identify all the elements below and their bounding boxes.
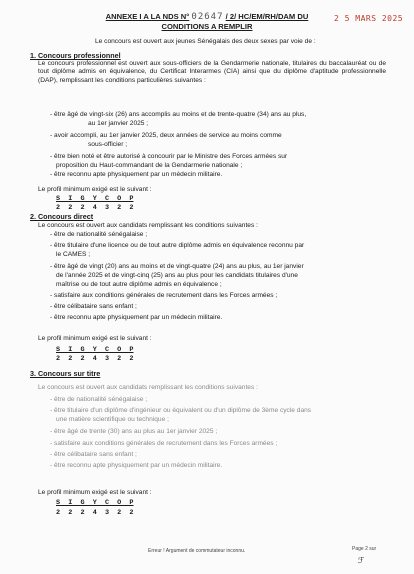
s3-b4: satisfaire aux conditions générales de recrutement dans les Forces armées ; — [54, 440, 278, 447]
initials-signature: ℱ — [358, 556, 365, 565]
s3-b6: être reconnu apte physiquement par un médecin militaire. — [54, 462, 223, 469]
s3-bullet-general-conditions: - satisfaire aux conditions générales de recrutement dans les Forces armées ; — [50, 440, 278, 447]
date-stamp: 2 5 MARS 2025 — [334, 14, 404, 23]
s2-bullet-age-line2: de l'année 2025 et de vingt-cinq (25) ans au plus pour les candidats titulaires d'une — [56, 272, 298, 279]
reference-number: 02647 — [191, 12, 224, 22]
s1-profile-letters: S I G Y C O P — [56, 195, 134, 203]
s3-b2-l1: être titulaire d'un diplôme d'ingénieur ou équivalent ou d'un diplôme de 3ème cycle dans — [54, 407, 312, 414]
title-suffix: / 2/ HC/EM/RH/DAM DU — [225, 12, 309, 21]
s1-profile-label: Le profil minimum exigé est le suivant : — [38, 186, 152, 193]
s2-bullet-nationality: - être de nationalité sénégalaise ; — [50, 231, 148, 238]
s2-bullet-degree-line1: - être titulaire d'une licence ou de tout autre diplôme admis en équivalence reconnu par — [50, 242, 305, 249]
intro-text: Le concours est ouvert aux jeunes Sénégalais des deux sexes par voie de : — [95, 38, 316, 45]
s2-b3-l1: être âgé de vingt (20) ans au moins et de vingt-quatre (24) ans au plus, au 1er janvier — [54, 263, 304, 270]
s1-bullet-service-line1: - avoir accompli, au 1er janvier 2025, deux années de service au moins comme — [50, 132, 282, 139]
title-prefix: ANNEXE I A LA NDS N° — [105, 12, 190, 21]
s3-bullet-age: - être âgé de trente (30) ans au plus au 1er janvier 2025 ; — [50, 428, 218, 435]
page-number-label: Page 2 sur — [352, 546, 377, 552]
title-line2: CONDITIONS A REMPLIR — [161, 22, 253, 31]
s1-bullet-age-line1: - être âgé de vingt-six (26) ans accomplis au moins et de trente-quatre (34) ans au plus, — [50, 111, 307, 118]
s1-b4: être reconnu apte physiquement par un médecin militaire. — [54, 171, 223, 178]
s2-bullet-age-line1: - être âgé de vingt (20) ans au moins et de vingt-quatre (24) ans au plus, au 1er janvier — [50, 263, 304, 270]
s2-bullet-degree-line2: le CAMES ; — [56, 251, 91, 258]
s1-bullet-age-line2: au 1er janvier 2025 ; — [88, 120, 149, 127]
s3-b3: être âgé de trente (30) ans au plus au 1er janvier 2025 ; — [54, 428, 218, 435]
s1-bullet-medical: - être reconnu apte physiquement par un médecin militaire. — [50, 171, 223, 178]
footer-error-text: Erreur ! Argument de commutateur inconnu. — [148, 548, 246, 554]
s3-profile-values: 2 2 2 4 3 2 2 — [56, 509, 134, 517]
s2-profile-values: 2 2 2 4 3 2 2 — [56, 355, 134, 363]
s2-bullet-age-line3: maîtrise ou de tout autre diplôme admis en équivalence ; — [56, 281, 222, 288]
s1-bullet-authorized-line2: proposition du Haut-commandant de la Gendarmerie nationale ; — [56, 162, 243, 169]
section2-heading — [30, 212, 93, 221]
s1-bullet-service-line2: sous-officier ; — [88, 141, 128, 148]
s1-b1-l1: être âgé de vingt-six (26) ans accomplis au moins et de trente-quatre (34) ans au plus, — [54, 111, 307, 118]
s1-b3-l1: être bien noté et être autorisé à concourir par le Ministre des Forces armées sur — [54, 153, 288, 160]
s3-bullet-medical: - être reconnu apte physiquement par un médecin militaire. — [50, 462, 223, 469]
s2-profile-letters: S I G Y C O P — [56, 346, 134, 354]
section2-heading-text: 2. Concours direct — [30, 212, 94, 221]
s2-bullet-general-conditions: - satisfaire aux conditions générales de recrutement dans les Forces armées ; — [50, 292, 278, 299]
s3-bullet-nationality: - être de nationalité sénégalaise ; — [50, 396, 148, 403]
s2-b6: être reconnu apte physiquement par un médecin militaire. — [54, 314, 223, 321]
s3-b1: être de nationalité sénégalaise ; — [54, 396, 148, 403]
section1-heading — [30, 51, 121, 60]
s3-profile-label: Le profil minimum exigé est le suivant : — [38, 489, 152, 496]
s2-b4: satisfaire aux conditions générales de recrutement dans les Forces armées ; — [54, 292, 278, 299]
section2-intro: Le concours est ouvert aux candidats remplissant les conditions suivantes : — [38, 222, 258, 229]
s1-b2-l1: avoir accompli, au 1er janvier 2025, deux années de service au moins comme — [54, 132, 282, 139]
section3-intro: Le concours est ouvert aux candidats remplissant les conditions suivantes : — [38, 384, 258, 391]
s2-b2-l1: être titulaire d'une licence ou de tout autre diplôme admis en équivalence reconnu par — [54, 242, 305, 249]
section1-heading-text: 1. Concours professionnel — [30, 51, 121, 60]
s1-bullet-authorized-line1: - être bien noté et être autorisé à concourir par le Ministre des Forces armées sur — [50, 153, 288, 160]
s2-bullet-single: - être célibataire sans enfant ; — [50, 303, 137, 310]
s2-profile-label: Le profil minimum exigé est le suivant : — [38, 335, 152, 342]
section3-heading-text: 3. Concours sur titre — [30, 369, 101, 378]
s3-b5: être célibataire sans enfant ; — [54, 451, 137, 458]
s3-bullet-single: - être célibataire sans enfant ; — [50, 451, 137, 458]
s2-b5: être célibataire sans enfant ; — [54, 303, 137, 310]
s3-profile-letters: S I G Y C O P — [56, 499, 134, 507]
section3-heading — [30, 369, 100, 378]
s2-bullet-medical: - être reconnu apte physiquement par un médecin militaire. — [50, 314, 223, 321]
s3-bullet-degree-line1: - être titulaire d'un diplôme d'ingénieur ou équivalent ou d'un diplôme de 3ème cycle dans — [50, 407, 312, 414]
s1-profile-values: 2 2 2 4 3 2 2 — [56, 204, 134, 212]
s2-b1: être de nationalité sénégalaise ; — [54, 231, 148, 238]
s3-bullet-degree-line2: une matière scientifique ou technique ; — [56, 416, 169, 423]
section1-paragraph: Le concours professionnel est ouvert aux sous-officiers de la Gendarmerie nationale, titulaires du baccalauréat ou de tout diplôme admis en équivalence, du Certificat Interarmes (CIA) ainsi que du diplôme d'aptitude professionnelle (DAP), remplissant les conditions particulières suivantes : — [38, 60, 386, 84]
